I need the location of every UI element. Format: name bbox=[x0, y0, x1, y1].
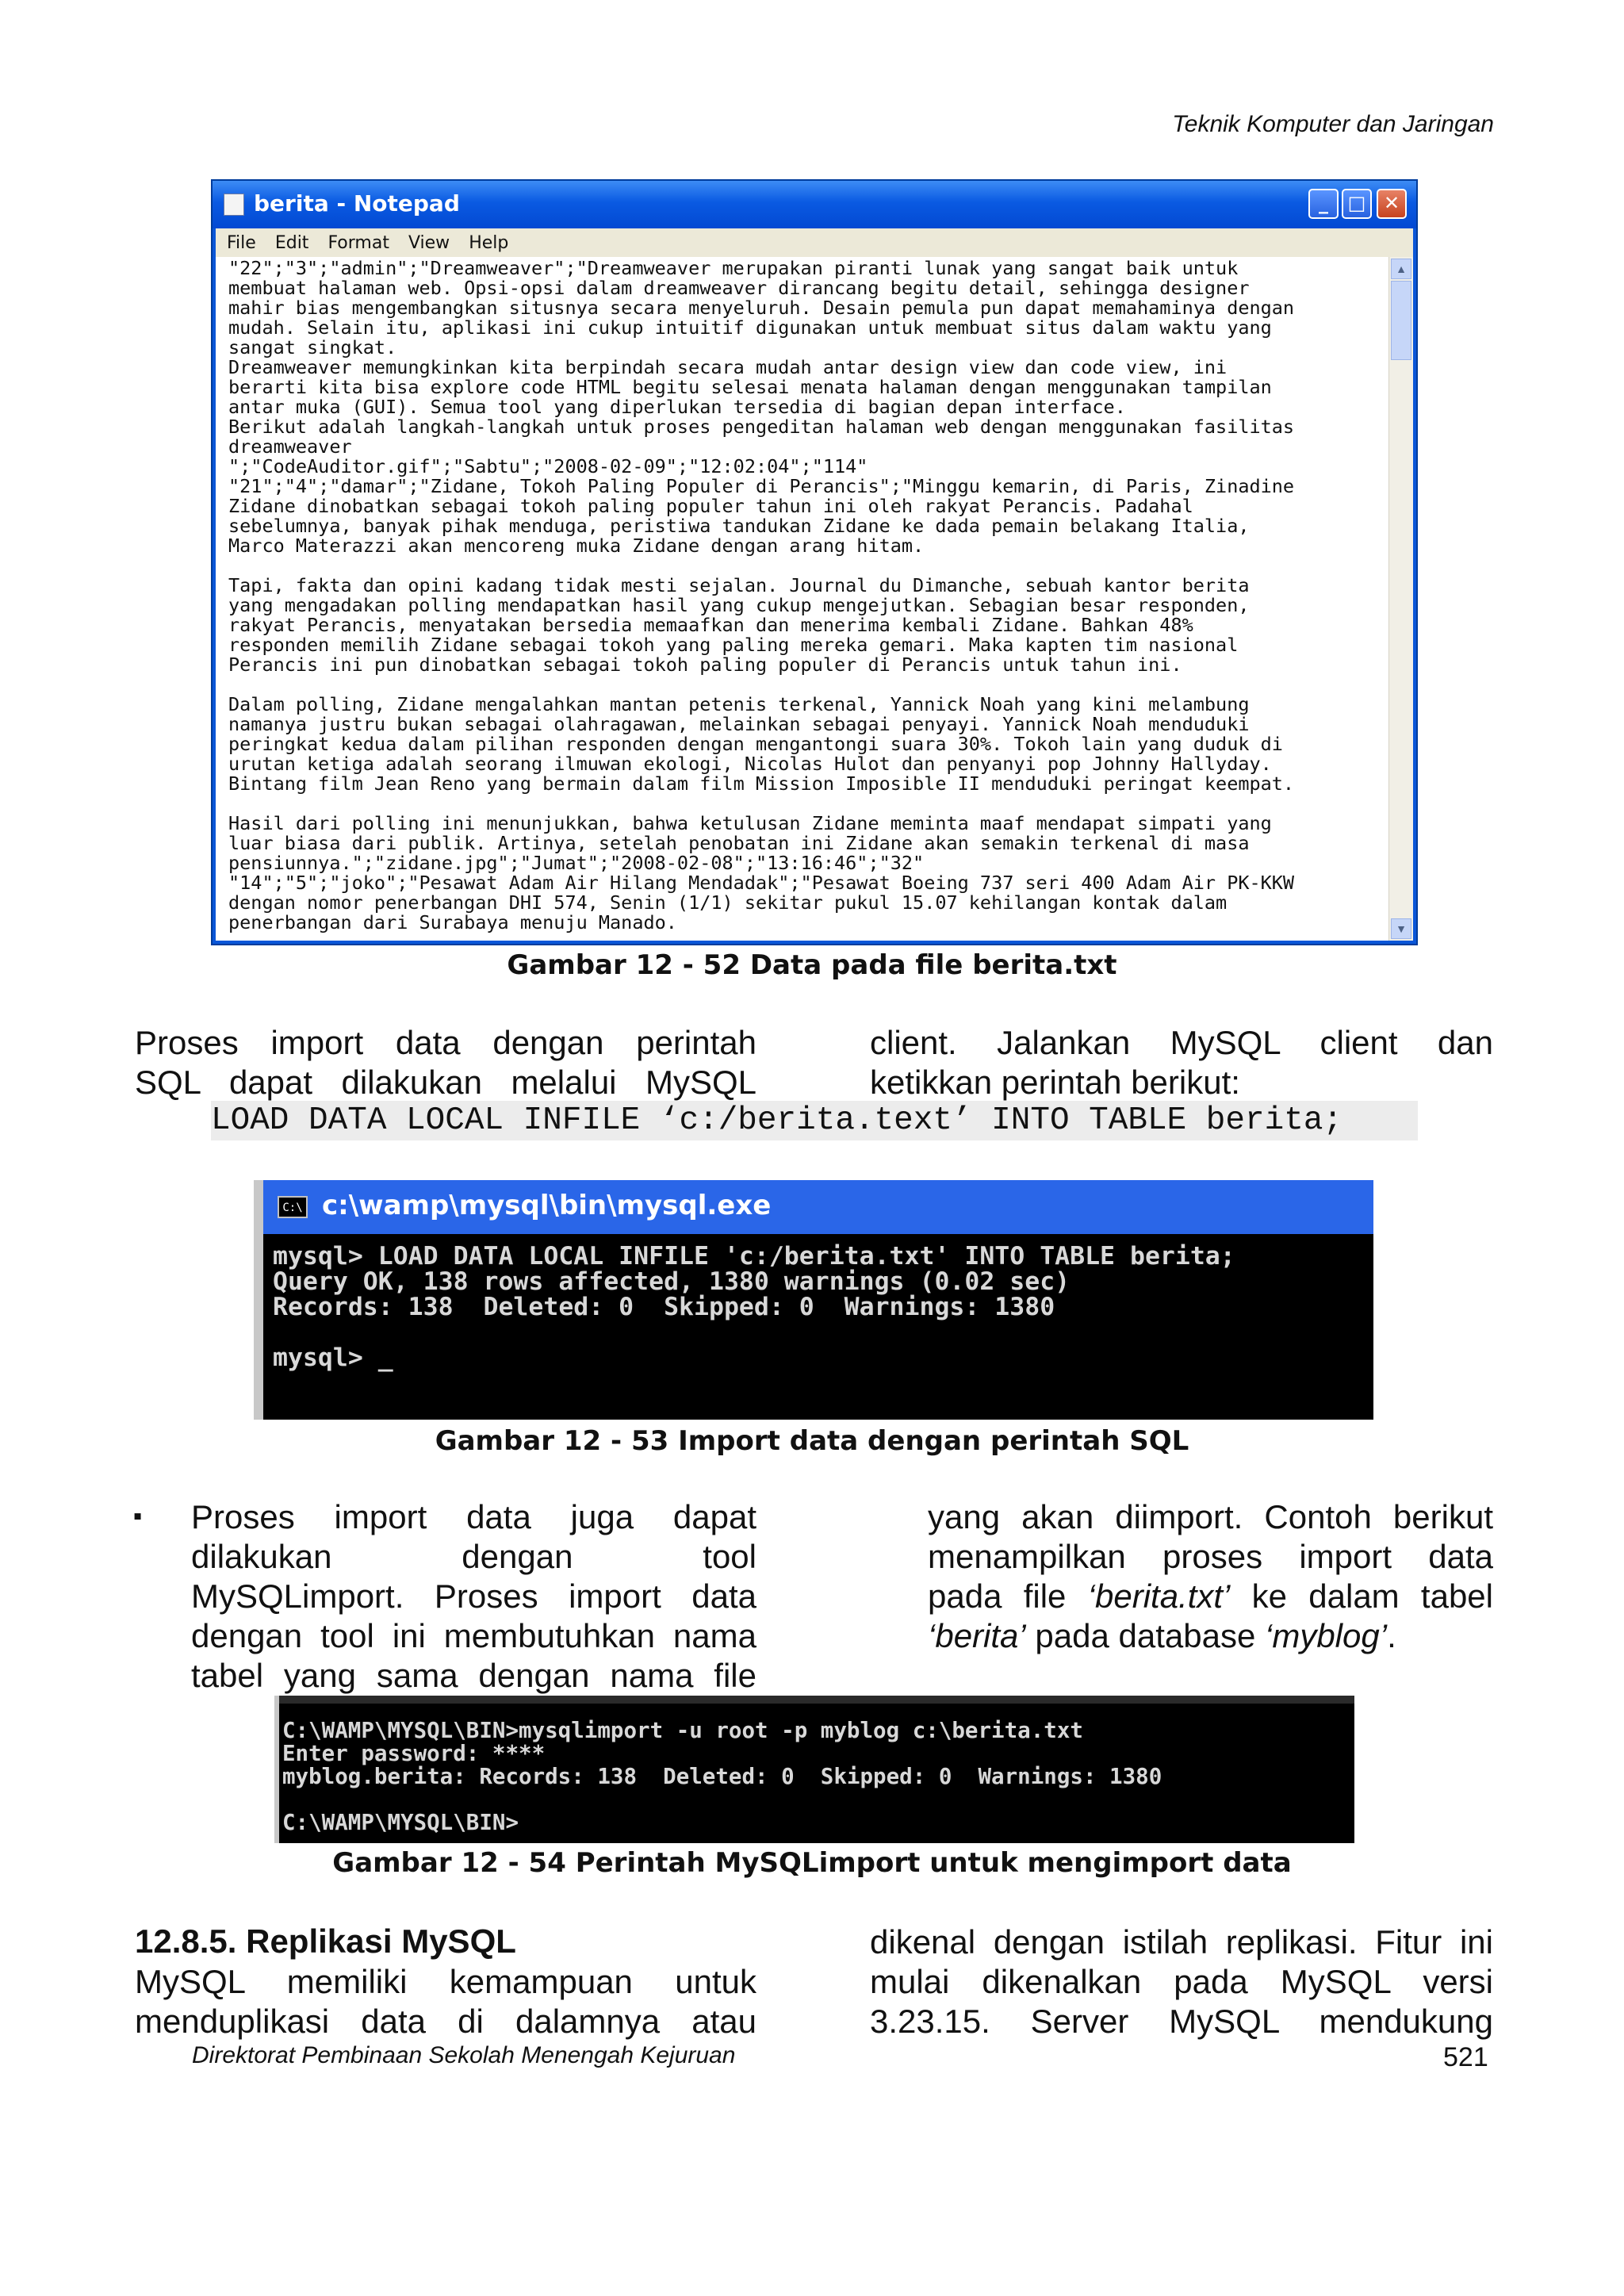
minimize-button[interactable]: _ bbox=[1308, 189, 1339, 219]
notepad-content: "22";"3";"admin";"Dreamweaver";"Dreamweaver merupakan piranti lunak yang sangat baik untuk membuat halaman web. Opsi-opsi dalam dreamweaver dirancang begitu detail, sehingga designer mahir bias mengembangkan situsnya secara menyeluruh. Desain pemula pun dapat memahaminya dengan mudah. Selain itu, aplikasi ini cukup intuitif digunakan untuk membuat situs dalam waktu yang sangat singkat. Dreamweaver memungkinkan kita berpindah secara mudah antar design view dan code view, ini berarti kita bisa explore code HTML begitu selesai menata halaman dengan menggunakan tampilan antar muka (GUI). Semua tool yang diperlukan tersedia di bagian depan interface. Berikut adalah langkah-langkah untuk proses pengeditan halaman web dengan menggunakan fasilitas dreamweaver ";"CodeAuditor.gif";"Sabtu";"2008-02-09";"12:02:04";"114" "21";"4";"damar";"Zidane, Tokoh Paling Populer di Perancis";"Minggu kemarin, di Paris, Zinadine Zidane dinobatkan sebagai tokoh paling populer tahun ini oleh rakyat Perancis. Padahal sebelumnya, banyak pihak menduga, peristiwa tandukan Zidane ke dada pemain belakang Italia, Marco Materazzi akan mencoreng muka Zidane dengan arang hitam. Tapi, fakta dan opini kadang tidak mesti sejalan. Journal du Dimanche, sebuah kantor berita yang mengadakan polling mendapatkan hasil yang cukup mengejutkan. Sebagian besar responden, rakyat Perancis, menyatakan bersedia memaafkan dan menerima kembali Zidane. Bahkan 48% responden memilih Zidane sebagai tokoh yang paling mereka gemari. Maka kapten tim nasional Perancis ini pun dinobatkan sebagai tokoh paling populer di Perancis untuk tahun ini. Dalam polling, Zidane mengalahkan mantan petenis terkenal, Yannick Noah yang kini melambung namanya justru bukan sebagai olahragawan, melainkan sebagai penyayi. Yannick Noah menduduki peringkat kedua dalam pilihan responden dengan mengantongi suara 30%. Tokoh lain yang duduk di urutan ketiga adalah seorang ilmuwan ekologi, Nicolas Hulot dan penyanyi pop Johnny Hallyday. Bintang film Jean Reno yang bermain dalam film Mission Imposible II menduduki peringat keempat. Hasil dari polling ini menunjukkan, bahwa ketulusan Zidane meminta maaf mendapat simpati yang luar biasa dari publik. Artinya, setelah penobatan ini Zidane akan semakin terkenal di masa pensiunnya.";"zidane.jpg";"Jumat";"2008-02-08";"13:16:46";"32" "14";"5";"joko";"Pesawat Adam Air Hilang Mendadak";"Pesawat Boeing 737 seri 400 Adam Air PK-KKW dengan nomor penerbangan DHI 574, Senin (1/1) sekitar pukul 15.07 kehilangan kontak dalam penerbangan dari Surabaya menuju Manado. bbox=[228, 257, 1295, 933]
sql-command: LOAD DATA LOCAL INFILE ‘c:/berita.text’ INTO TABLE berita; bbox=[211, 1101, 1418, 1140]
scroll-up-arrow-icon[interactable]: ▲ bbox=[1391, 259, 1411, 279]
section-right bbox=[870, 1922, 1493, 2041]
section-right-line1: dikenal dengan istilah replikasi. Fitur ini bbox=[870, 1923, 1493, 1961]
para2-text: ke dalam tabel bbox=[1230, 1577, 1493, 1615]
section-right-line2: mulai dikenalkan pada MySQL versi bbox=[870, 1963, 1493, 2000]
menu-help[interactable]: Help bbox=[469, 233, 509, 253]
running-header: Teknik Komputer dan Jaringan bbox=[1172, 111, 1494, 137]
para2-text: . bbox=[1387, 1617, 1396, 1654]
section-heading: 12.8.5. Replikasi MySQL bbox=[135, 1922, 516, 1960]
section-left bbox=[135, 1962, 756, 2041]
menu-edit[interactable]: Edit bbox=[274, 233, 309, 253]
vertical-scrollbar[interactable] bbox=[1388, 257, 1413, 941]
para1-right-line2: ketikkan perintah berikut: bbox=[870, 1064, 1240, 1101]
para2-text: pada file bbox=[928, 1577, 1088, 1615]
figure-caption-52: Gambar 12 - 52 Data pada file berita.txt bbox=[507, 949, 1117, 981]
notepad-window bbox=[211, 179, 1418, 945]
para2-right-line3 bbox=[928, 1577, 1493, 1616]
para1-right-line1: client. Jalankan MySQL client dan bbox=[870, 1024, 1493, 1061]
section-left-line1: MySQL memiliki kemampuan untuk bbox=[135, 1963, 756, 2000]
footer-publisher: Direktorat Pembinaan Sekolah Menengah Kejuruan bbox=[192, 2042, 736, 2068]
para2-left-line1: Proses import data juga dapat bbox=[191, 1498, 756, 1535]
notepad-title-bar bbox=[213, 181, 1416, 228]
para1-right bbox=[870, 1023, 1493, 1102]
menu-view[interactable]: View bbox=[408, 233, 450, 253]
para2-left bbox=[191, 1497, 756, 1696]
scroll-thumb[interactable] bbox=[1391, 281, 1411, 360]
notepad-title: berita - Notepad bbox=[254, 190, 460, 217]
console-title-bar bbox=[254, 1180, 1373, 1234]
bullet-icon: ▪ bbox=[133, 1501, 143, 1530]
para1-left-line1: Proses import data dengan perintah bbox=[135, 1024, 756, 1061]
para2-left-line3: MySQLimport. Proses import data bbox=[191, 1577, 756, 1615]
para2-text: pada database bbox=[1025, 1617, 1265, 1654]
menu-file[interactable]: File bbox=[227, 233, 256, 253]
table-name: ‘berita’ bbox=[928, 1617, 1026, 1654]
para2-right-line2: menampilkan proses import data bbox=[928, 1538, 1493, 1575]
console-title: c:\wamp\mysql\bin\mysql.exe bbox=[322, 1190, 772, 1221]
para2-left-line4: dengan tool ini membutuhkan nama bbox=[191, 1617, 756, 1654]
figure-caption-54: Gambar 12 - 54 Perintah MySQLimport untuk mengimport data bbox=[332, 1847, 1292, 1879]
para2-left-line2: dilakukan dengan tool bbox=[191, 1538, 756, 1575]
para1-left bbox=[135, 1023, 756, 1102]
para2-right bbox=[928, 1497, 1493, 1656]
menu-format[interactable]: Format bbox=[327, 233, 389, 253]
console-top-border bbox=[274, 1696, 1354, 1704]
section-left-line2: menduplikasi data di dalamnya atau bbox=[135, 2003, 756, 2040]
console-left-border bbox=[254, 1180, 263, 1420]
figure-caption-53: Gambar 12 - 53 Import data dengan perintah SQL bbox=[435, 1425, 1189, 1457]
notepad-text-area[interactable] bbox=[216, 257, 1413, 941]
scroll-down-arrow-icon[interactable]: ▼ bbox=[1391, 918, 1411, 939]
para2-right-line4 bbox=[928, 1616, 1493, 1656]
notepad-menu-bar bbox=[216, 228, 1413, 257]
console-left-border bbox=[274, 1696, 279, 1843]
database-name: ‘myblog’ bbox=[1265, 1617, 1388, 1654]
mysql-console-window bbox=[254, 1180, 1373, 1420]
console-output: C:\WAMP\MYSQL\BIN>mysqlimport -u root -p myblog c:\berita.txt Enter password: **** myblog.berita: Records: 138 Deleted: 0 Skipped: 0 Warnings: 1380 C:\WAMP\MYSQL\BIN> bbox=[282, 1718, 1162, 1835]
para2-left-line5: tabel yang sama dengan nama file bbox=[191, 1657, 756, 1694]
para1-left-line2: SQL dapat dilakukan melalui MySQL bbox=[135, 1064, 756, 1101]
console-output: mysql> LOAD DATA LOCAL INFILE 'c:/berita.txt' INTO TABLE berita; Query OK, 138 rows affected, 1380 warnings (0.02 sec) Records: 138 Deleted: 0 Skipped: 0 Warnings: 1380 mysql> _ bbox=[273, 1242, 1235, 1372]
maximize-button[interactable]: □ bbox=[1342, 189, 1372, 219]
close-button[interactable]: ✕ bbox=[1377, 189, 1407, 219]
mysqlimport-console bbox=[274, 1696, 1354, 1843]
para2-right-line1: yang akan diimport. Contoh berikut bbox=[928, 1498, 1493, 1535]
section-right-line3: 3.23.15. Server MySQL mendukung bbox=[870, 2003, 1493, 2040]
file-name: ‘berita.txt’ bbox=[1087, 1577, 1231, 1615]
page-number: 521 bbox=[1443, 2042, 1488, 2072]
console-icon: C:\ bbox=[278, 1196, 308, 1218]
notepad-app-icon bbox=[224, 194, 244, 216]
